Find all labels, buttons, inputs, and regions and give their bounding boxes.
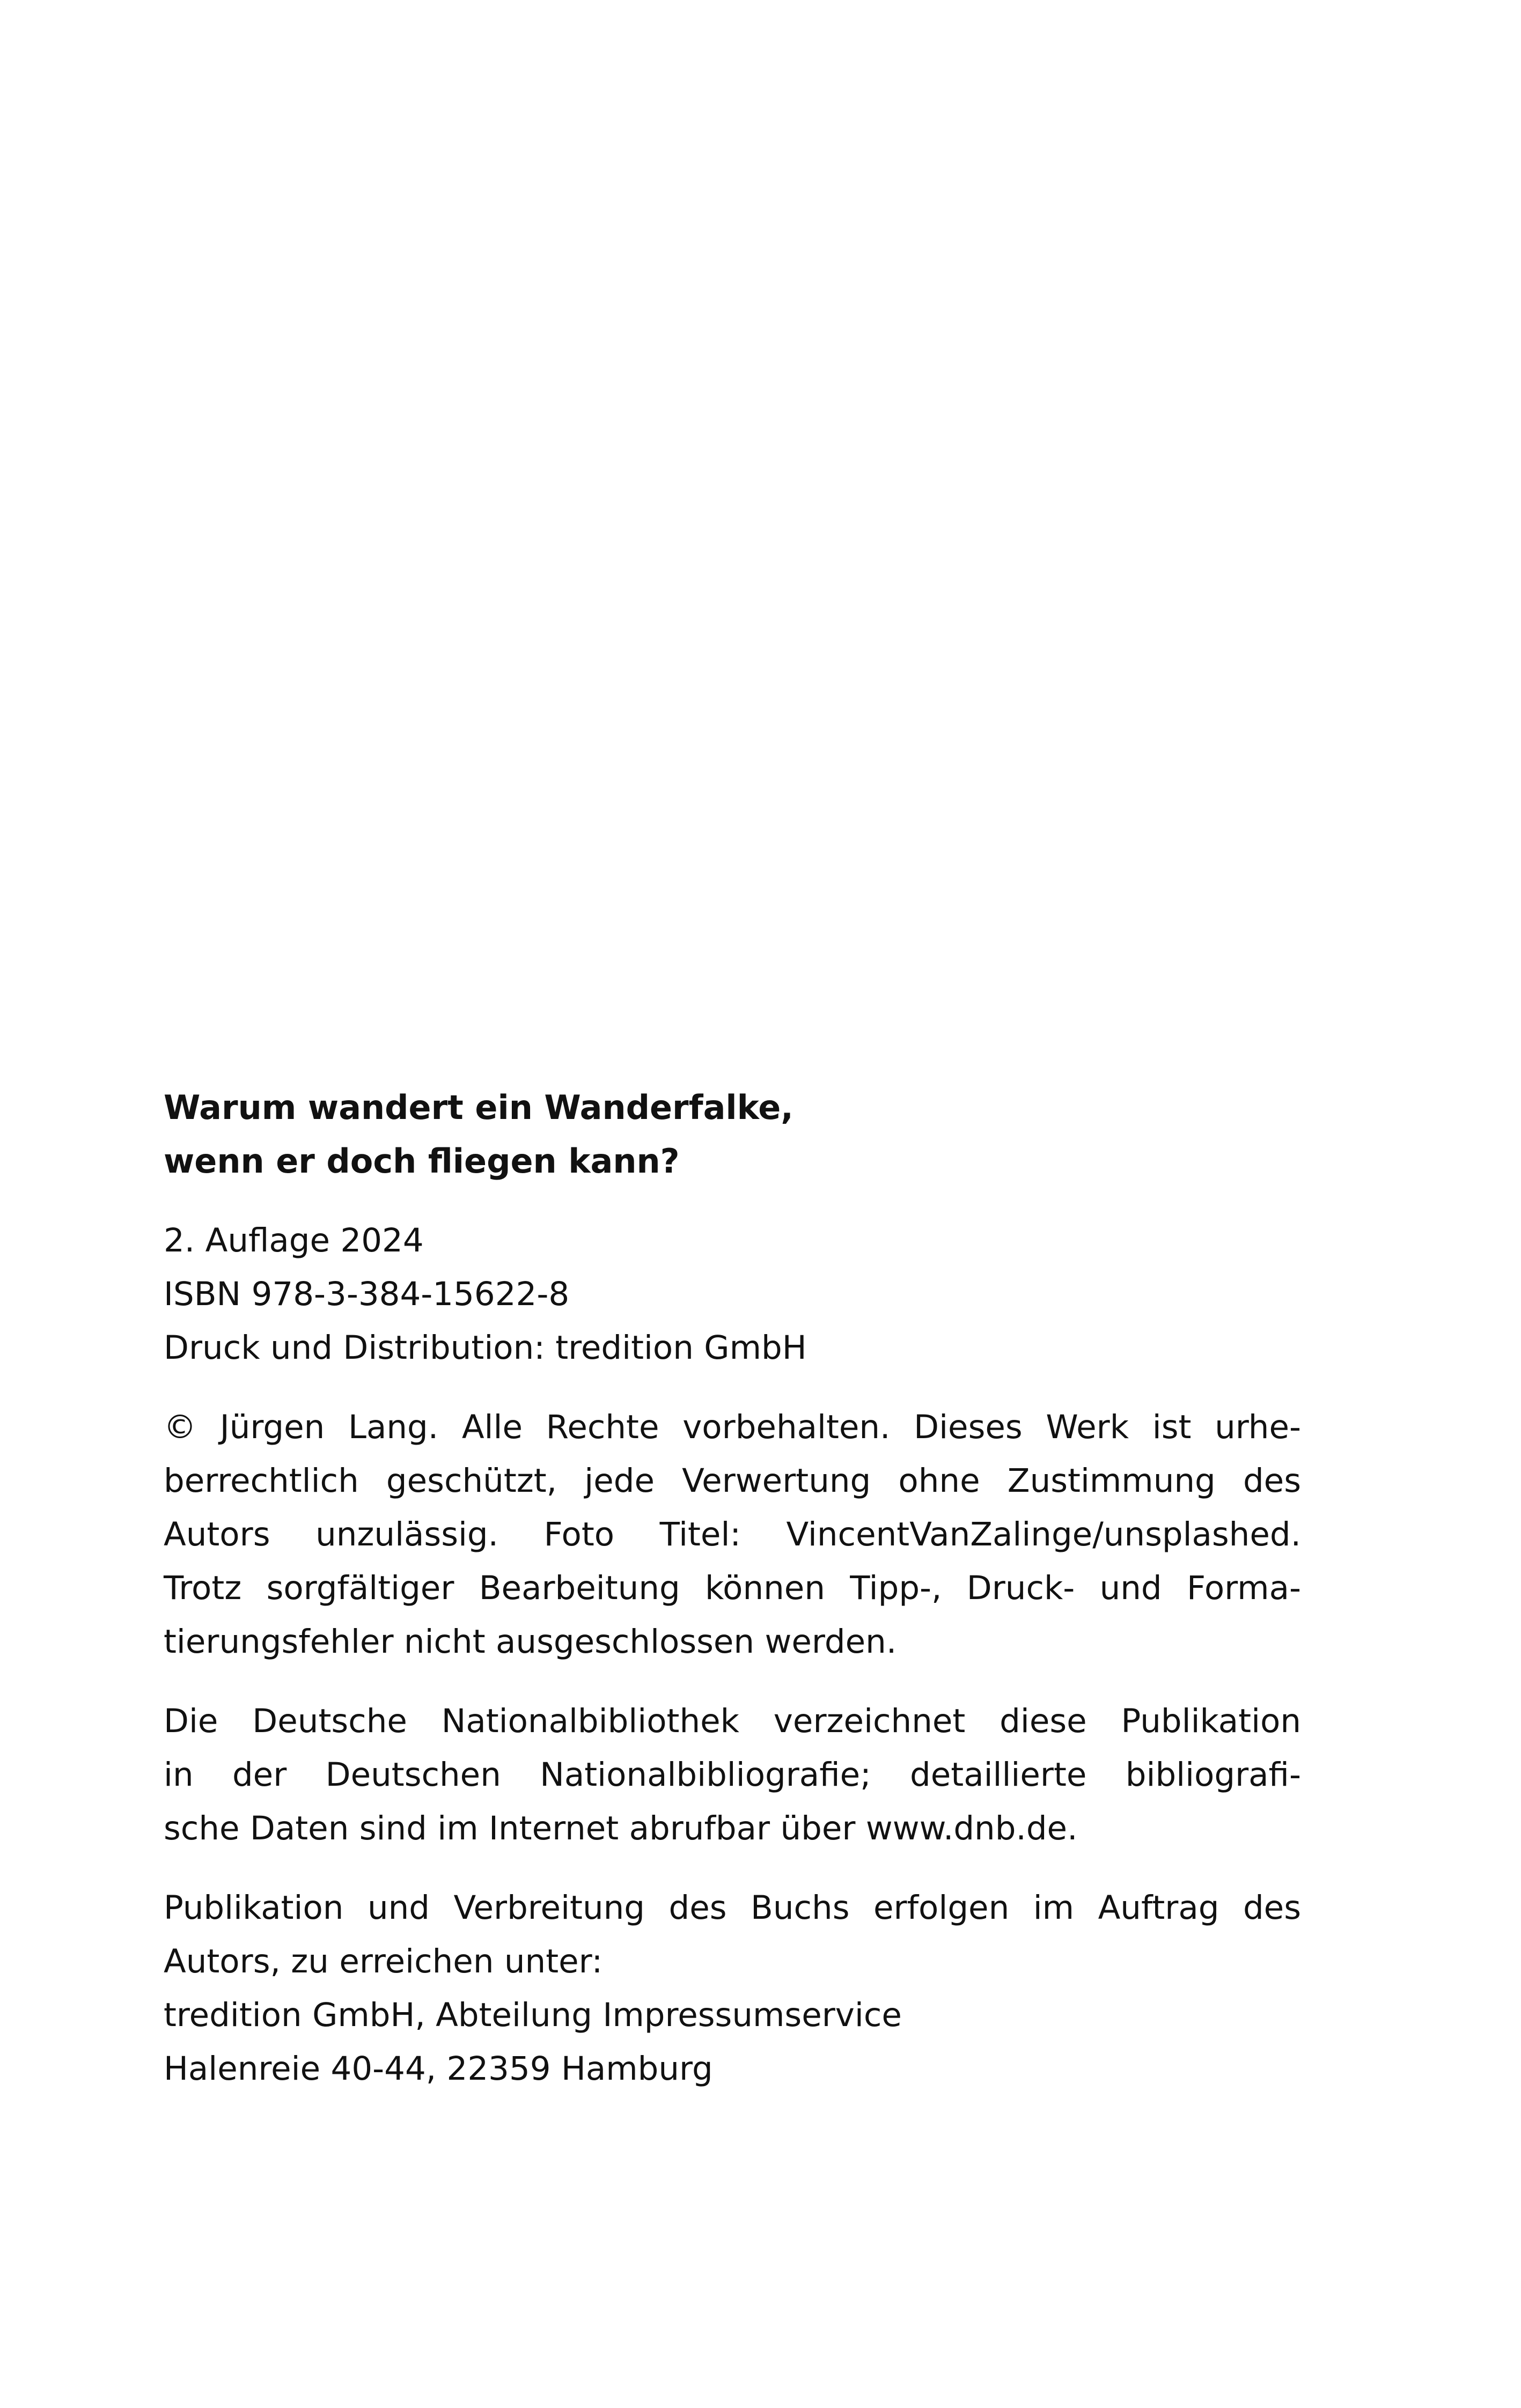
dnb-line: sche Daten sind im Internet abrufbar über www.dnb.de. xyxy=(164,1809,1078,1847)
edition-info xyxy=(164,1214,1301,1375)
isbn-line: ISBN 978-3-384-15622-8 xyxy=(164,1275,570,1313)
publication-line: Autors, zu erreichen unter: xyxy=(164,1942,603,1980)
edition-line: 2. Auflage 2024 xyxy=(164,1221,424,1260)
publisher-address-line: Halenreie 40-44, 22359 Hamburg xyxy=(164,2050,713,2088)
copyright-line: © Jürgen Lang. Alle Rechte vorbehalten. Dieses Werk ist urhe- xyxy=(164,1408,1301,1446)
dnb-notice xyxy=(164,1695,1301,1855)
publication-notice xyxy=(164,1881,1301,2096)
dnb-line: in der Deutschen Nationalbibliografie; detaillierte bibliografi- xyxy=(164,1756,1301,1794)
publisher-department-line: tredition GmbH, Abteilung Impressumservice xyxy=(164,1996,902,2034)
dnb-line: Die Deutsche Nationalbibliothek verzeichnet diese Publikation xyxy=(164,1702,1301,1740)
copyright-notice xyxy=(164,1401,1301,1669)
copyright-line: berrechtlich geschützt, jede Verwertung ohne Zustimmung des xyxy=(164,1462,1301,1500)
copyright-line: tierungsfehler nicht ausgeschlossen werden. xyxy=(164,1623,897,1661)
copyright-line: Autors unzulässig. Foto Titel: VincentVanZalinge/unsplashed. xyxy=(164,1515,1301,1553)
imprint-block xyxy=(164,1081,1301,2096)
printer-line: Druck und Distribution: tredition GmbH xyxy=(164,1329,807,1367)
book-title-line-2: wenn er doch fliegen kann? xyxy=(164,1142,680,1181)
book-title-line-1: Warum wandert ein Wanderfalke, xyxy=(164,1088,793,1127)
book-title xyxy=(164,1081,1301,1188)
copyright-line: Trotz sorgfältiger Bearbeitung können Tipp-, Druck- und Forma- xyxy=(164,1569,1301,1607)
publication-line: Publikation und Verbreitung des Buchs erfolgen im Auftrag des xyxy=(164,1889,1301,1927)
